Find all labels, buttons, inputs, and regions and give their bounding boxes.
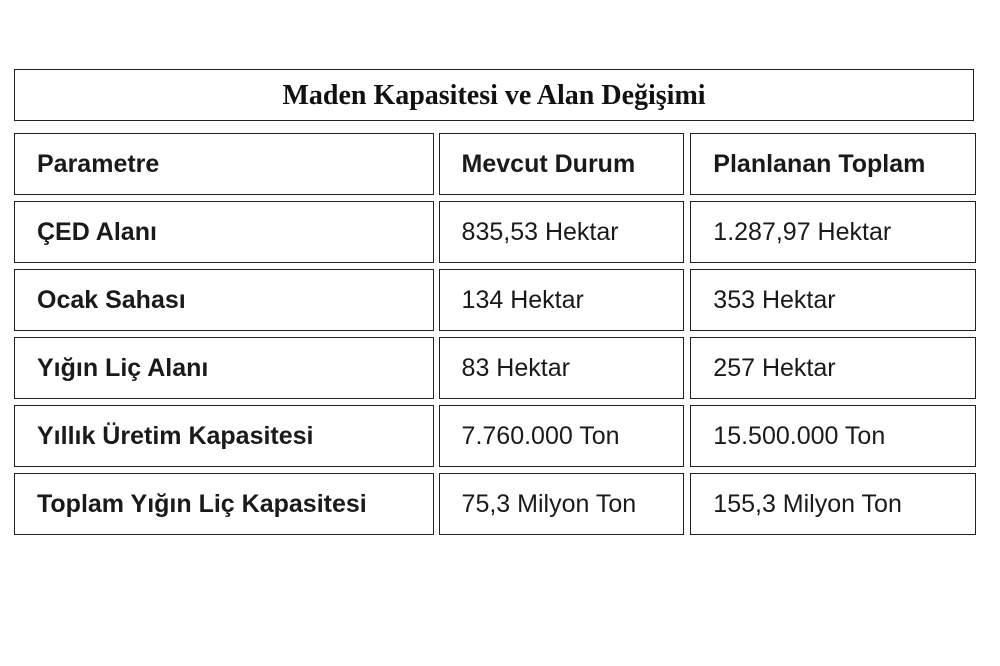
row-planned-value: 257 Hektar bbox=[690, 337, 976, 399]
row-label: Toplam Yığın Liç Kapasitesi bbox=[14, 473, 434, 535]
table-row bbox=[14, 269, 976, 331]
table-row bbox=[14, 201, 976, 263]
row-current-value: 835,53 Hektar bbox=[439, 201, 685, 263]
header-parameter: Parametre bbox=[14, 133, 434, 195]
capacity-table bbox=[14, 133, 976, 541]
row-current-value: 83 Hektar bbox=[439, 337, 685, 399]
row-current-value: 75,3 Milyon Ton bbox=[439, 473, 685, 535]
row-planned-value: 155,3 Milyon Ton bbox=[690, 473, 976, 535]
table-title-box bbox=[14, 69, 974, 121]
row-label: ÇED Alanı bbox=[14, 201, 434, 263]
table-row bbox=[14, 337, 976, 399]
table-row bbox=[14, 473, 976, 535]
row-planned-value: 353 Hektar bbox=[690, 269, 976, 331]
header-current-status: Mevcut Durum bbox=[439, 133, 685, 195]
row-planned-value: 15.500.000 Ton bbox=[690, 405, 976, 467]
row-planned-value: 1.287,97 Hektar bbox=[690, 201, 976, 263]
row-label: Yığın Liç Alanı bbox=[14, 337, 434, 399]
table-row bbox=[14, 405, 976, 467]
table-title: Maden Kapasitesi ve Alan Değişimi bbox=[282, 80, 706, 111]
row-label: Ocak Sahası bbox=[14, 269, 434, 331]
row-current-value: 134 Hektar bbox=[439, 269, 685, 331]
table-header-row bbox=[14, 133, 976, 195]
header-planned-total: Planlanan Toplam bbox=[690, 133, 976, 195]
row-current-value: 7.760.000 Ton bbox=[439, 405, 685, 467]
row-label: Yıllık Üretim Kapasitesi bbox=[14, 405, 434, 467]
